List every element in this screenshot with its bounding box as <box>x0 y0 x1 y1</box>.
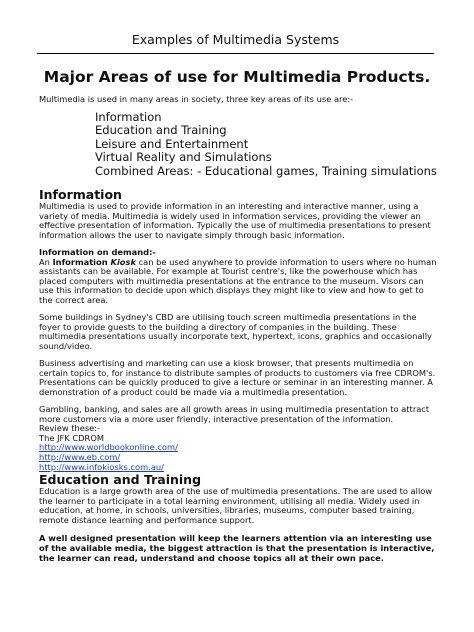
kiosk-bold: Information <box>52 256 111 267</box>
area-item: Information <box>95 110 162 124</box>
area-item: Education and Training <box>95 123 227 138</box>
kiosk-bold-italic: Kiosk <box>110 256 136 267</box>
areas-list <box>95 111 437 178</box>
information-para: Multimedia is used to provide information in an interesting and interactive manner, using a variety of media. Multimedia is widely used in information services, providing the viewer an effective presentation of information. Typically the use of multimedia presentations to present information allows the user to navigate simply through basic information. <box>39 201 431 240</box>
area-item: Virtual Reality and Simulations <box>95 150 272 165</box>
area-item: Combined Areas: - Educational games, Training simulations <box>95 163 437 178</box>
kiosk-prefix: An <box>39 256 53 267</box>
area-item: Leisure and Entertainment <box>95 136 249 151</box>
eb-link[interactable]: http://www.eb.com/ <box>39 452 121 463</box>
education-bold-para: A well designed presentation will keep the learners attention via an interesting use of the available media, the biggest attraction is that the presentation is interactive, the learner can read, understand and choose topics all at their own pace. <box>39 532 435 563</box>
header-title: Examples of Multimedia Systems <box>131 32 340 47</box>
review-label: Review these:- <box>39 423 101 434</box>
page-header <box>37 32 434 54</box>
gambling-para: Gambling, banking, and sales are all growth areas in using multimedia presentation to attract more customers via a more user friendly, interactive presentation of the information. <box>39 404 430 424</box>
education-heading: Education and Training <box>39 472 202 487</box>
business-para: Business advertising and marketing can use a kiosk browser, that presents multimedia on certain topics to, for instance to distribute samples of products to customers via free CDROM's. Presentations can be quickly produced to give a lecture or seminar in an interesting manner. A demonstration of a product could be made via a multimedia presentation. <box>39 358 436 397</box>
review-links <box>39 424 437 472</box>
kiosk-para <box>39 258 437 306</box>
education-section <box>39 472 437 563</box>
information-section <box>39 187 437 472</box>
kiosk-rest: can be used anywhere to provide information to users where no human assistants can be available. For example at Tourist centre's, like the powerhouse which has placed computers with multimedia presentations at the entrance to the museum. Visors can use this information to decide upon which displays they might like to view and how to get to the correct area. <box>39 256 437 305</box>
jfk-cdrom: The JFK CDROM <box>39 432 105 443</box>
main-title: Major Areas of use for Multimedia Products. <box>43 68 431 86</box>
intro-text: Multimedia is used in many areas in society, three key areas of its use are:- <box>39 94 354 104</box>
worldbook-link[interactable]: http://www.worldbookonline.com/ <box>39 442 178 453</box>
cbd-para: Some buildings in Sydney's CBD are utilising touch screen multimedia presentations in the foyer to provide guests to the building a directory of companies in the building. These multimedia presentations usually incorporate text, hypertext, icons, graphics and occasionally sound/video. <box>39 312 432 351</box>
infokiosks-link[interactable]: http://www.infokiosks.com.au/ <box>39 461 164 472</box>
education-para: Education is a large growth area of the use of multimedia presentations. The are used to allow the learner to participate in a total learning environment, utilising all media. Widely used in education, at home, in schools, universities, libraries, museums, computer based training, remote distance learning and performance support. <box>39 486 433 525</box>
information-heading: Information <box>39 187 122 202</box>
on-demand-heading: Information on demand:- <box>39 246 156 257</box>
